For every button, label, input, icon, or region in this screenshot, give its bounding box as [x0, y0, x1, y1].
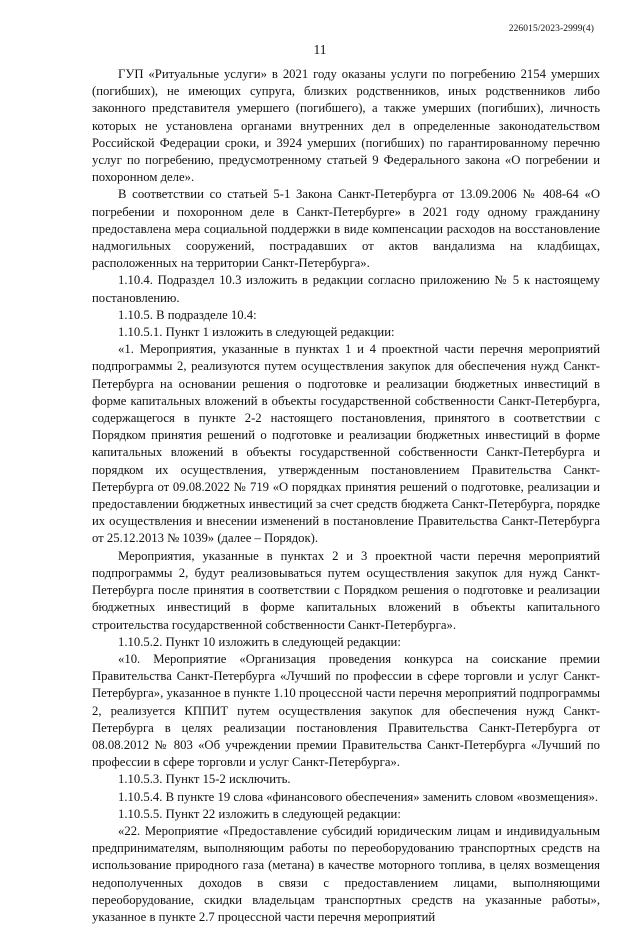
- paragraph: «22. Мероприятие «Предоставление субсидий юридическим лицам и индивидуальным предпринимателям, выполняющим работы по переоборудованию транспортных средств на использование природного газа (метана) в качестве моторного топлива, в целях возмещения недополученных доходов в связи с предоставлением лицами, выполняющими переоборудование, скидки владельцам транспортных средств на указанные работы», указанное в пункте 2.7 процессной части перечня мероприятий: [92, 823, 600, 924]
- paragraph: ГУП «Ритуальные услуги» в 2021 году оказаны услуги по погребению 2154 умерших (погибших), не имеющих супруга, близких родственников, иных родственников либо законного представителя умершего (погибшего), а также умерших (погибших), личность которых не установлена органами внутренних дел в определенные законодательством Российской Федерации сроки, и 3924 умерших (погибших) по гарантированному перечню услуг по погребению, предусмотренному статьей 9 Федерального закона «О погребении и похоронном деле».: [92, 67, 600, 185]
- paragraph: 1.10.5.5. Пункт 22 изложить в следующей редакции:: [118, 806, 401, 821]
- paragraph: 1.10.4. Подраздел 10.3 изложить в редакции согласно приложению № 5 к настоящему постановлению.: [92, 273, 600, 305]
- paragraph: «10. Мероприятие «Организация проведения конкурса на соискание премии Правительства Санкт-Петербурга «Лучший по профессии в сфере торговли и услуг Санкт-Петербурга», указанное в пункте 1.10 процессной части перечня мероприятий подпрограммы 2, реализуется КППИТ путем осуществления закупок для обеспечения нужд Санкт-Петербурга в целях реализации постановления Правительства Санкт-Петербурга от 08.08.2012 № 803 «Об учреждении премии Правительства Санкт-Петербурга «Лучший по профессии в сфере торговли и услуг Санкт-Петербурга».: [92, 651, 600, 770]
- paragraph: 1.10.5.2. Пункт 10 изложить в следующей редакции:: [118, 634, 401, 649]
- paragraph: 1.10.5.1. Пункт 1 изложить в следующей редакции:: [118, 325, 395, 340]
- paragraph: 1.10.5.3. Пункт 15-2 исключить.: [118, 772, 291, 787]
- paragraph: Мероприятия, указанные в пунктах 2 и 3 проектной части перечня мероприятий подпрограммы 2, будут реализовываться путем осуществления закупок для нужд Санкт-Петербурга после принятия в соответствии с Порядком решения о подготовке и реализации бюджетных инвестиций в форме капитальных вложений в объекты капитального строительства государственной собственности Санкт-Петербурга».: [92, 548, 600, 632]
- page-number: 11: [313, 42, 327, 57]
- document-registration-number: 226015/2023-2999(4): [508, 24, 594, 34]
- paragraph: 1.10.5.4. В пункте 19 слова «финансового обеспечения» заменить словом «возмещения».: [118, 789, 599, 804]
- paragraph: В соответствии со статьей 5-1 Закона Санкт-Петербурга от 13.09.2006 № 408-64 «О погребении и похоронном деле в Санкт-Петербурге» в 2021 году одному гражданину предоставлена мера социальной поддержки в виде компенсации расходов на восстановление надмогильных сооружений, пострадавших от актов вандализма на кладбищах, расположенных на территории Санкт-Петербурга».: [92, 187, 600, 271]
- paragraph: «1. Мероприятия, указанные в пунктах 1 и 4 проектной части перечня мероприятий подпрограммы 2, реализуются путем осуществления закупок для обеспечения нужд Санкт-Петербурга на основании решения о подготовке и реализации бюджетных инвестиций в форме капитальных вложений в объекты государственной собственности Санкт-Петербурга, содержащегося в пункте 2-2 настоящего постановления, принятого в соответствии с Порядком принятия решений о подготовке и реализации бюджетных инвестиций в форме капитальных вложений в объекты государственной собственности Санкт-Петербурга и порядком их осуществления, утвержденным постановлением Правительства Санкт-Петербурга от 09.08.2022 № 719 «О порядках принятия решений о подготовке, реализации и предоставлении бюджетных инвестиций за счет средств бюджета Санкт-Петербурга, порядке их осуществления и внесении изменений в постановление Правительства Санкт-Петербурга от 25.12.2013 № 1039» (далее – Порядок).: [92, 342, 600, 546]
- paragraph: 1.10.5. В подразделе 10.4:: [118, 307, 257, 322]
- document-body: [92, 66, 600, 926]
